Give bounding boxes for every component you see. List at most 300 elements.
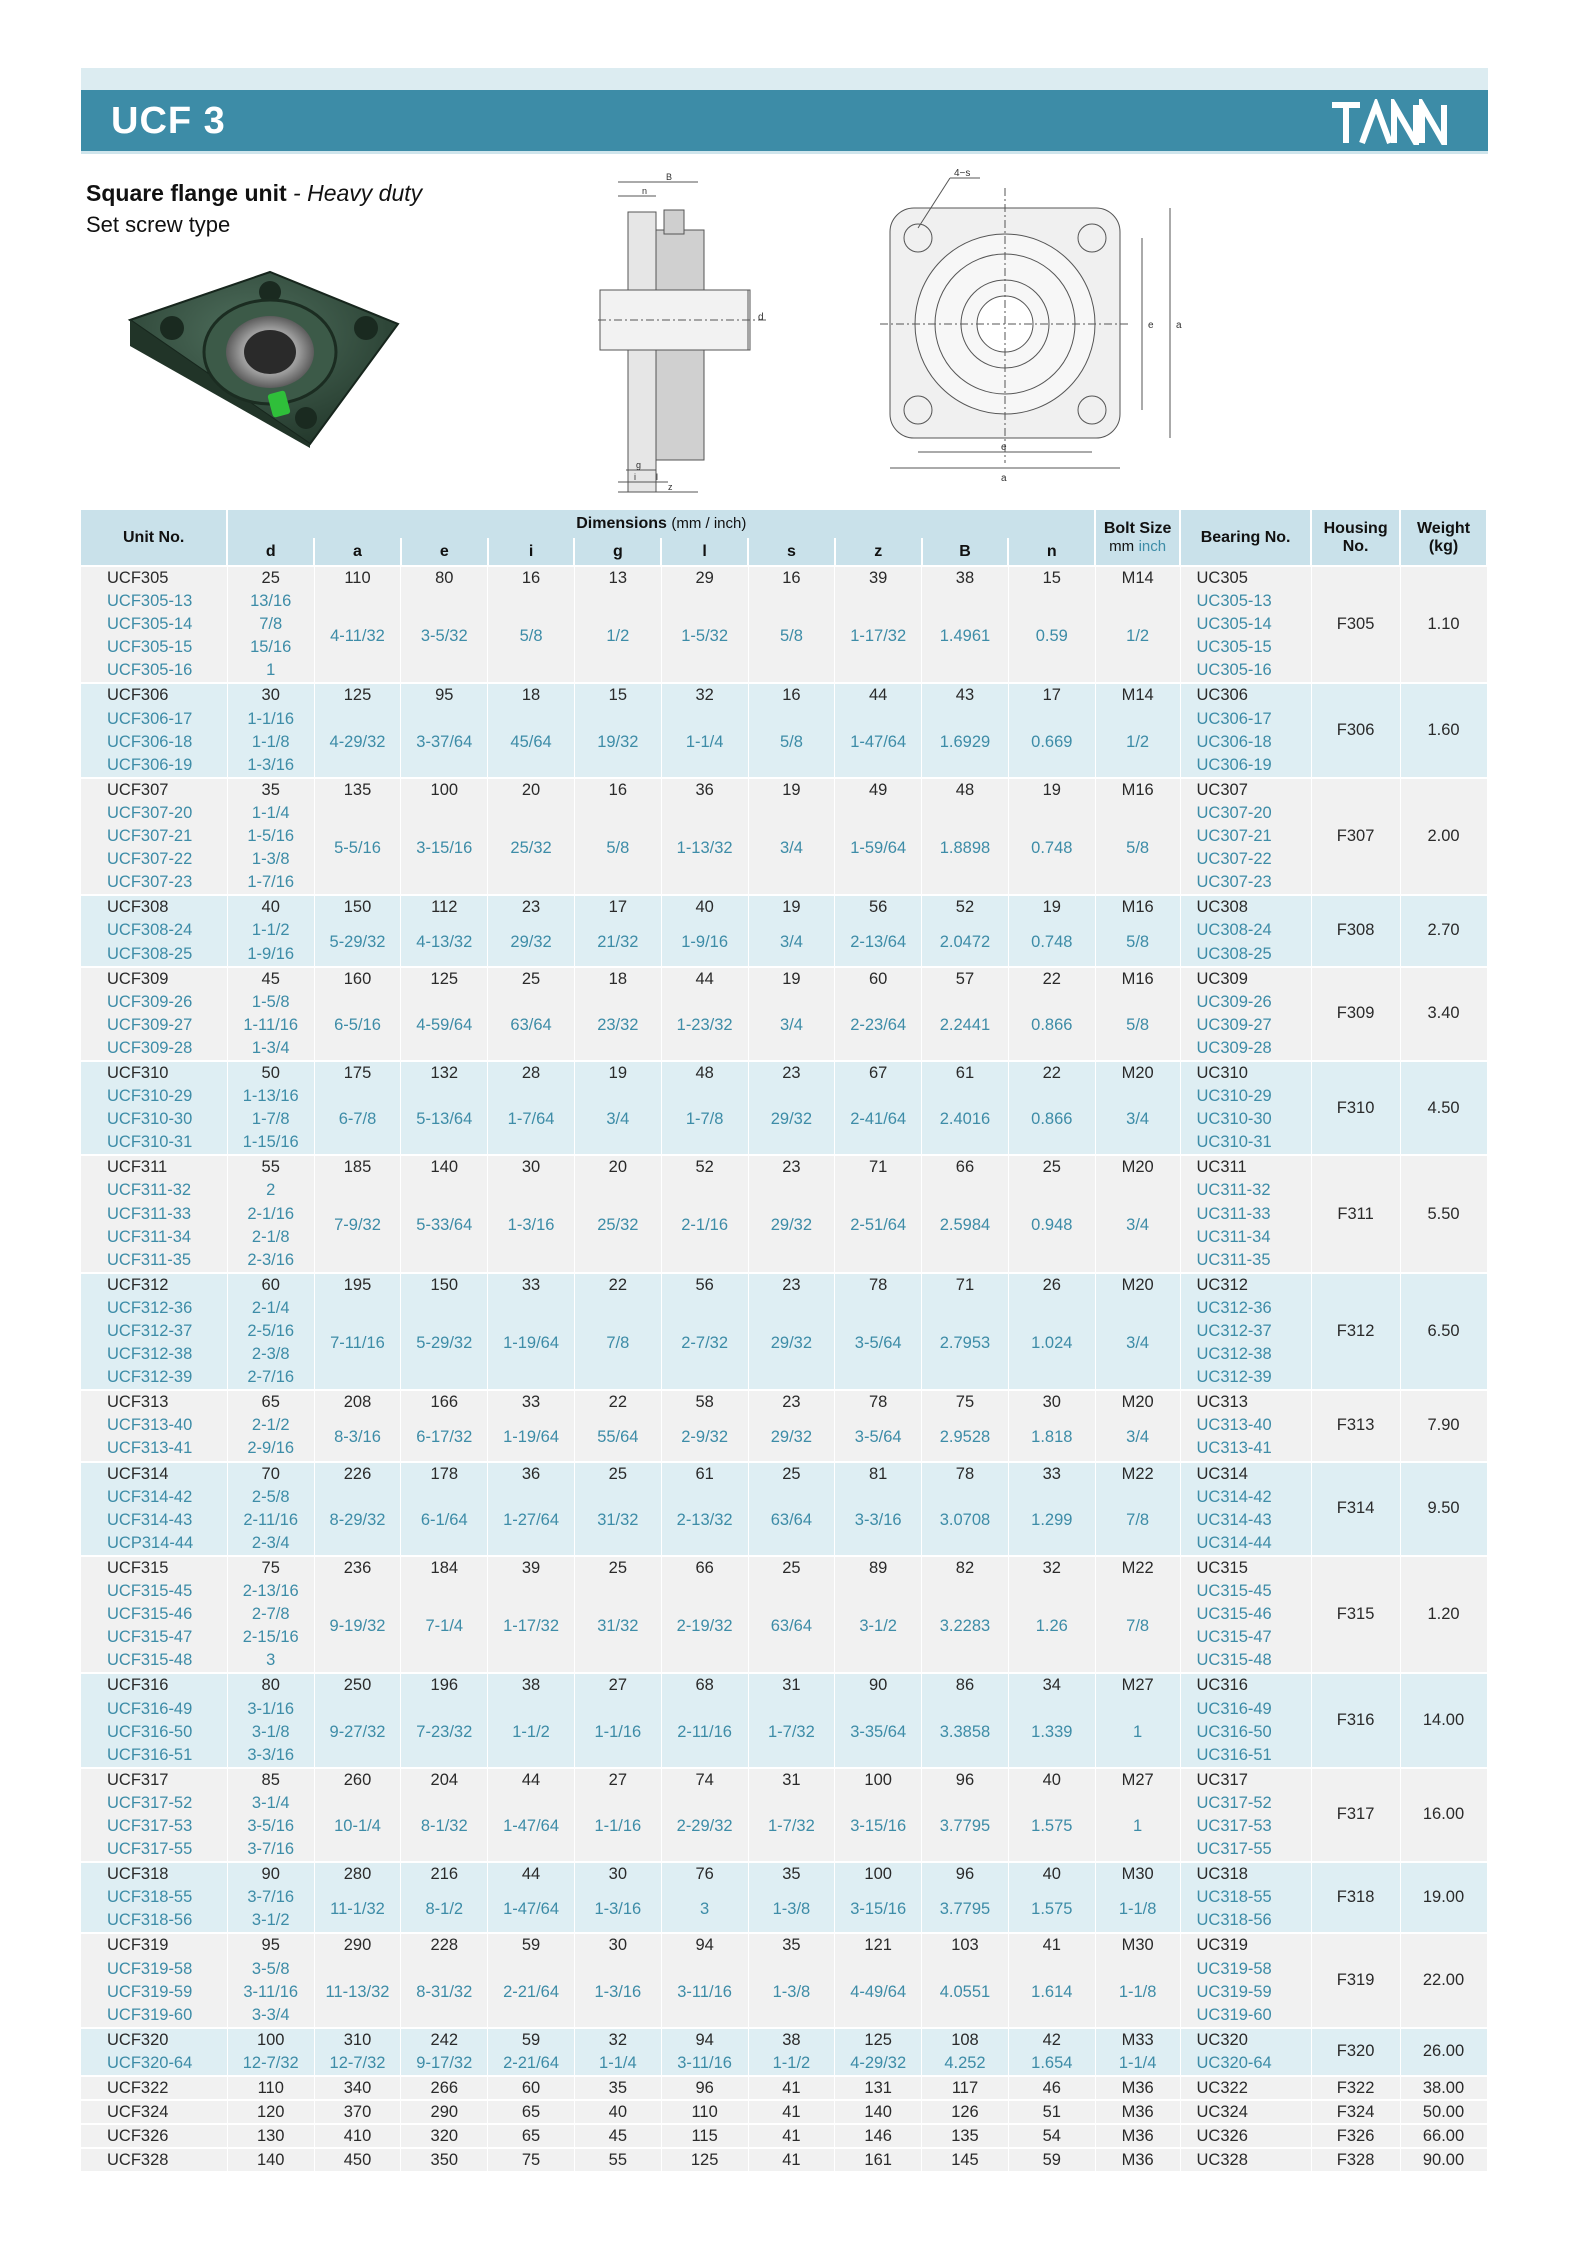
dim-l-cell: 48 xyxy=(661,1061,748,1085)
bolt-mm-cell: M14 xyxy=(1095,683,1180,707)
dim-e-inch-cell: 3-5/32 xyxy=(401,590,488,683)
dim-z-inch-cell: 2-13/64 xyxy=(835,919,922,966)
dim-a-inch-cell: 4-11/32 xyxy=(314,590,401,683)
table-row xyxy=(81,1297,1487,1320)
bearing-no-cell: UC309 xyxy=(1180,967,1311,991)
dim-a-inch-cell: 6-7/8 xyxy=(314,1085,401,1155)
dim-n-cell: 25 xyxy=(1008,1155,1095,1179)
dim-a-inch-cell: 10-1/4 xyxy=(314,1792,401,1862)
unit-no-cell: UCF318-56 xyxy=(81,1909,227,1933)
bearing-no-cell: UC309-27 xyxy=(1180,1014,1311,1037)
unit-no-cell: UCF315-46 xyxy=(81,1603,227,1626)
table-row xyxy=(81,1273,1487,1297)
bolt-inch-cell: 3/4 xyxy=(1095,1085,1180,1155)
dim-s-cell: 25 xyxy=(748,1462,835,1486)
label-a-vertical: a xyxy=(1176,320,1182,331)
dim-d-cell: 75 xyxy=(227,1556,314,1580)
bearing-no-cell: UC310-29 xyxy=(1180,1085,1311,1108)
unit-no-cell: UCF328 xyxy=(81,2148,227,2171)
dim-s-cell: 19 xyxy=(748,967,835,991)
dim-s-cell: 16 xyxy=(748,683,835,707)
unit-no-cell: UCP314-44 xyxy=(81,1532,227,1556)
dim-B-inch-cell: 2.7953 xyxy=(922,1297,1009,1390)
header-weight: Weight (kg) xyxy=(1400,510,1487,566)
table-row xyxy=(81,2076,1487,2100)
bolt-mm-cell: M30 xyxy=(1095,1862,1180,1886)
dim-s-cell: 31 xyxy=(748,1673,835,1697)
unit-no-cell: UCF316 xyxy=(81,1673,227,1697)
bearing-no-cell: UC311-33 xyxy=(1180,1203,1311,1226)
housing-no-cell: F308 xyxy=(1311,895,1400,966)
dim-d-cell: 2-7/16 xyxy=(227,1366,314,1390)
bolt-inch-cell: 1-1/4 xyxy=(1095,2052,1180,2076)
header-bearing-no: Bearing No. xyxy=(1180,510,1311,566)
dim-B-cell: 52 xyxy=(922,895,1009,919)
dim-s-inch-cell: 3/4 xyxy=(748,802,835,895)
dim-z-inch-cell: 1-59/64 xyxy=(835,802,922,895)
dim-a-inch-cell: 11-13/32 xyxy=(314,1958,401,2028)
bolt-inch-cell: 5/8 xyxy=(1095,919,1180,966)
dim-l-cell: 115 xyxy=(661,2124,748,2148)
weight-cell: 4.50 xyxy=(1400,1061,1487,1155)
table-row xyxy=(81,1390,1487,1414)
dim-d-cell: 30 xyxy=(227,683,314,707)
table-row xyxy=(81,778,1487,802)
dim-i-cell: 60 xyxy=(488,2076,575,2100)
dim-l-inch-cell: 2-19/32 xyxy=(661,1580,748,1673)
dim-d-cell: 2-1/16 xyxy=(227,1203,314,1226)
dim-i-inch-cell: 1-47/64 xyxy=(488,1792,575,1862)
dim-z-cell: 140 xyxy=(835,2100,922,2124)
dim-l-cell: 96 xyxy=(661,2076,748,2100)
label-d: d xyxy=(758,312,764,323)
unit-no-cell: UCF316-49 xyxy=(81,1698,227,1721)
dim-d-cell: 110 xyxy=(227,2076,314,2100)
dim-n-cell: 19 xyxy=(1008,895,1095,919)
dim-s-cell: 35 xyxy=(748,1933,835,1957)
dim-n-inch-cell: 1.339 xyxy=(1008,1698,1095,1768)
dim-d-cell: 100 xyxy=(227,2028,314,2052)
dim-n-inch-cell: 0.948 xyxy=(1008,1179,1095,1272)
dim-d-cell: 2-5/8 xyxy=(227,1486,314,1509)
dim-d-cell: 2-3/16 xyxy=(227,1249,314,1273)
bolt-mm-cell: M36 xyxy=(1095,2148,1180,2171)
dim-z-inch-cell: 1-17/32 xyxy=(835,590,922,683)
bolt-inch-cell: 1/2 xyxy=(1095,708,1180,778)
dim-a-inch-cell: 7-9/32 xyxy=(314,1179,401,1272)
dim-d-cell: 1-3/8 xyxy=(227,848,314,871)
dim-l-inch-cell: 3-11/16 xyxy=(661,2052,748,2076)
dim-n-cell: 40 xyxy=(1008,1862,1095,1886)
dim-n-cell: 34 xyxy=(1008,1673,1095,1697)
dim-a-cell: 370 xyxy=(314,2100,401,2124)
weight-cell: 38.00 xyxy=(1400,2076,1487,2100)
dim-n-cell: 19 xyxy=(1008,778,1095,802)
bearing-no-cell: UC308-25 xyxy=(1180,943,1311,967)
dim-g-cell: 22 xyxy=(574,1390,661,1414)
bolt-mm-cell: M16 xyxy=(1095,895,1180,919)
dim-i-cell: 65 xyxy=(488,2100,575,2124)
unit-no-cell: UCF313-40 xyxy=(81,1414,227,1437)
housing-no-cell: F313 xyxy=(1311,1390,1400,1461)
bearing-no-cell: UC305-16 xyxy=(1180,659,1311,683)
dim-n-inch-cell: 0.866 xyxy=(1008,1085,1095,1155)
bearing-no-cell: UC316 xyxy=(1180,1673,1311,1697)
table-row xyxy=(81,1414,1487,1437)
dim-l-cell: 58 xyxy=(661,1390,748,1414)
unit-no-cell: UCF305-16 xyxy=(81,659,227,683)
product-heading xyxy=(86,180,422,207)
dim-i-cell: 39 xyxy=(488,1556,575,1580)
dim-d-cell: 2-11/16 xyxy=(227,1509,314,1532)
dim-a-inch-cell: 5-29/32 xyxy=(314,919,401,966)
dim-g-inch-cell: 1-1/4 xyxy=(574,2052,661,2076)
table-row xyxy=(81,2148,1487,2171)
dim-s-inch-cell: 29/32 xyxy=(748,1085,835,1155)
housing-no-cell: F328 xyxy=(1311,2148,1400,2171)
dim-d-cell: 2 xyxy=(227,1179,314,1202)
header-col-g: g xyxy=(574,538,661,566)
unit-no-cell: UCF318-55 xyxy=(81,1886,227,1909)
dim-d-cell: 80 xyxy=(227,1673,314,1697)
bearing-no-cell: UC324 xyxy=(1180,2100,1311,2124)
dim-l-cell: 56 xyxy=(661,1273,748,1297)
dim-g-cell: 25 xyxy=(574,1462,661,1486)
dim-i-inch-cell: 63/64 xyxy=(488,991,575,1061)
dim-B-cell: 43 xyxy=(922,683,1009,707)
header-bolt-mm: mm xyxy=(1109,538,1135,555)
dim-e-cell: 132 xyxy=(401,1061,488,1085)
table-row xyxy=(81,1179,1487,1202)
dim-i-cell: 38 xyxy=(488,1673,575,1697)
dim-B-cell: 96 xyxy=(922,1862,1009,1886)
dim-g-cell: 17 xyxy=(574,895,661,919)
bolt-inch-cell: 7/8 xyxy=(1095,1580,1180,1673)
weight-cell: 90.00 xyxy=(1400,2148,1487,2171)
dim-l-cell: 40 xyxy=(661,895,748,919)
bolt-mm-cell: M36 xyxy=(1095,2124,1180,2148)
dim-B-inch-cell: 4.252 xyxy=(922,2052,1009,2076)
dim-a-inch-cell: 5-5/16 xyxy=(314,802,401,895)
dim-s-cell: 38 xyxy=(748,2028,835,2052)
dim-d-cell: 2-5/16 xyxy=(227,1320,314,1343)
dim-l-inch-cell: 2-29/32 xyxy=(661,1792,748,1862)
dim-B-cell: 86 xyxy=(922,1673,1009,1697)
dim-l-inch-cell: 2-13/32 xyxy=(661,1486,748,1556)
bearing-no-cell: UC316-51 xyxy=(1180,1744,1311,1768)
bearing-no-cell: UC309-26 xyxy=(1180,991,1311,1014)
dim-z-inch-cell: 3-5/64 xyxy=(835,1414,922,1461)
header-col-a: a xyxy=(314,538,401,566)
dim-e-cell: 242 xyxy=(401,2028,488,2052)
label-n: n xyxy=(642,186,648,196)
dim-s-cell: 16 xyxy=(748,566,835,590)
table-row xyxy=(81,683,1487,707)
bolt-inch-cell: 3/4 xyxy=(1095,1179,1180,1272)
bearing-no-cell: UC314-43 xyxy=(1180,1509,1311,1532)
weight-cell: 5.50 xyxy=(1400,1155,1487,1272)
weight-cell: 7.90 xyxy=(1400,1390,1487,1461)
front-view-drawing xyxy=(880,168,1190,486)
dim-d-cell: 90 xyxy=(227,1862,314,1886)
dim-a-cell: 280 xyxy=(314,1862,401,1886)
dim-s-inch-cell: 1-3/8 xyxy=(748,1958,835,2028)
dim-B-cell: 117 xyxy=(922,2076,1009,2100)
weight-cell: 1.60 xyxy=(1400,683,1487,777)
unit-no-cell: UCF312-36 xyxy=(81,1297,227,1320)
dim-e-cell: 80 xyxy=(401,566,488,590)
label-s: 4−s xyxy=(954,168,971,179)
dim-l-cell: 125 xyxy=(661,2148,748,2171)
table-row xyxy=(81,1556,1487,1580)
table-row xyxy=(81,1958,1487,1981)
unit-no-cell: UCF306 xyxy=(81,683,227,707)
dim-d-cell: 1-1/2 xyxy=(227,919,314,942)
dim-d-cell: 3-5/16 xyxy=(227,1815,314,1838)
dim-s-cell: 23 xyxy=(748,1155,835,1179)
weight-cell: 16.00 xyxy=(1400,1768,1487,1862)
dim-d-cell: 55 xyxy=(227,1155,314,1179)
dim-d-cell: 2-1/4 xyxy=(227,1297,314,1320)
product-photo xyxy=(120,262,420,452)
dim-l-cell: 52 xyxy=(661,1155,748,1179)
dim-a-cell: 150 xyxy=(314,895,401,919)
housing-no-cell: F319 xyxy=(1311,1933,1400,2027)
unit-no-cell: UCF310-31 xyxy=(81,1131,227,1155)
bearing-no-cell: UC326 xyxy=(1180,2124,1311,2148)
label-z: z xyxy=(668,482,673,492)
dim-a-cell: 340 xyxy=(314,2076,401,2100)
housing-no-cell: F312 xyxy=(1311,1273,1400,1390)
table-row xyxy=(81,1698,1487,1721)
dim-n-cell: 26 xyxy=(1008,1273,1095,1297)
weight-cell: 14.00 xyxy=(1400,1673,1487,1767)
bolt-mm-cell: M20 xyxy=(1095,1390,1180,1414)
dim-d-cell: 35 xyxy=(227,778,314,802)
bearing-no-cell: UC319-60 xyxy=(1180,2004,1311,2028)
dim-d-cell: 1-7/16 xyxy=(227,871,314,895)
dim-i-inch-cell: 1-19/64 xyxy=(488,1297,575,1390)
bearing-no-cell: UC305-14 xyxy=(1180,613,1311,636)
dim-n-inch-cell: 1.654 xyxy=(1008,2052,1095,2076)
dim-B-inch-cell: 3.3858 xyxy=(922,1698,1009,1768)
dim-z-cell: 56 xyxy=(835,895,922,919)
dim-s-inch-cell: 1-1/2 xyxy=(748,2052,835,2076)
bearing-no-cell: UC320-64 xyxy=(1180,2052,1311,2076)
dim-l-inch-cell: 1-13/32 xyxy=(661,802,748,895)
dim-a-cell: 310 xyxy=(314,2028,401,2052)
table-row xyxy=(81,1673,1487,1697)
weight-cell: 26.00 xyxy=(1400,2028,1487,2076)
dim-B-inch-cell: 1.6929 xyxy=(922,708,1009,778)
unit-no-cell: UCF311-32 xyxy=(81,1179,227,1202)
dim-s-inch-cell: 63/64 xyxy=(748,1486,835,1556)
table-row xyxy=(81,2124,1487,2148)
bearing-no-cell: UC316-49 xyxy=(1180,1698,1311,1721)
weight-cell: 6.50 xyxy=(1400,1273,1487,1390)
bolt-mm-cell: M27 xyxy=(1095,1768,1180,1792)
bolt-inch-cell: 3/4 xyxy=(1095,1414,1180,1461)
dim-B-inch-cell: 2.4016 xyxy=(922,1085,1009,1155)
dim-g-cell: 22 xyxy=(574,1273,661,1297)
weight-cell: 1.20 xyxy=(1400,1556,1487,1673)
dim-d-cell: 2-7/8 xyxy=(227,1603,314,1626)
dim-n-cell: 51 xyxy=(1008,2100,1095,2124)
dim-s-inch-cell: 3/4 xyxy=(748,919,835,966)
dim-B-cell: 135 xyxy=(922,2124,1009,2148)
dim-z-cell: 161 xyxy=(835,2148,922,2171)
table-row xyxy=(81,1580,1487,1603)
unit-no-cell: UCF312-39 xyxy=(81,1366,227,1390)
dim-a-cell: 160 xyxy=(314,967,401,991)
dim-B-cell: 61 xyxy=(922,1061,1009,1085)
bolt-mm-cell: M22 xyxy=(1095,1556,1180,1580)
bolt-inch-cell: 1 xyxy=(1095,1792,1180,1862)
dim-e-inch-cell: 7-1/4 xyxy=(401,1580,488,1673)
dim-B-inch-cell: 3.7795 xyxy=(922,1792,1009,1862)
unit-no-cell: UCF307-22 xyxy=(81,848,227,871)
dim-g-inch-cell: 3/4 xyxy=(574,1085,661,1155)
dim-d-cell: 1-15/16 xyxy=(227,1131,314,1155)
simple-rows xyxy=(81,2076,1487,2171)
unit-no-cell: UCF306-18 xyxy=(81,731,227,754)
dim-e-inch-cell: 6-1/64 xyxy=(401,1486,488,1556)
bearing-no-cell: UC317-55 xyxy=(1180,1838,1311,1862)
bearing-no-cell: UC318-56 xyxy=(1180,1909,1311,1933)
dim-B-inch-cell: 3.2283 xyxy=(922,1580,1009,1673)
dim-l-cell: 94 xyxy=(661,1933,748,1957)
dim-n-inch-cell: 0.748 xyxy=(1008,802,1095,895)
dim-z-cell: 131 xyxy=(835,2076,922,2100)
bearing-no-cell: UC315-47 xyxy=(1180,1626,1311,1649)
dim-s-inch-cell: 63/64 xyxy=(748,1580,835,1673)
header-col-l: l xyxy=(661,538,748,566)
table-row xyxy=(81,2052,1487,2076)
dim-i-cell: 59 xyxy=(488,1933,575,1957)
bearing-no-cell: UC307-23 xyxy=(1180,871,1311,895)
dim-d-cell: 1-11/16 xyxy=(227,1014,314,1037)
unit-no-cell: UCF305-13 xyxy=(81,590,227,613)
dim-s-cell: 41 xyxy=(748,2124,835,2148)
dim-e-inch-cell: 5-33/64 xyxy=(401,1179,488,1272)
table-row xyxy=(81,1933,1487,1957)
dim-i-cell: 59 xyxy=(488,2028,575,2052)
dim-d-cell: 3-1/8 xyxy=(227,1721,314,1744)
dim-a-inch-cell: 8-3/16 xyxy=(314,1414,401,1461)
dim-z-inch-cell: 2-51/64 xyxy=(835,1179,922,1272)
dim-z-inch-cell: 3-1/2 xyxy=(835,1580,922,1673)
bolt-mm-cell: M20 xyxy=(1095,1273,1180,1297)
dim-g-inch-cell: 23/32 xyxy=(574,991,661,1061)
weight-cell: 2.70 xyxy=(1400,895,1487,966)
dim-l-cell: 74 xyxy=(661,1768,748,1792)
dim-e-cell: 184 xyxy=(401,1556,488,1580)
dim-g-cell: 19 xyxy=(574,1061,661,1085)
bearing-no-cell: UC307 xyxy=(1180,778,1311,802)
table-row xyxy=(81,1061,1487,1085)
bearing-no-cell: UC306-18 xyxy=(1180,731,1311,754)
housing-no-cell: F317 xyxy=(1311,1768,1400,1862)
dim-d-cell: 40 xyxy=(227,895,314,919)
bearing-no-cell: UC312-37 xyxy=(1180,1320,1311,1343)
page-title: UCF 3 xyxy=(111,100,226,142)
table-row xyxy=(81,895,1487,919)
dim-i-inch-cell: 1-27/64 xyxy=(488,1486,575,1556)
dim-i-cell: 36 xyxy=(488,1462,575,1486)
dim-e-inch-cell: 7-23/32 xyxy=(401,1698,488,1768)
dim-d-cell: 2-15/16 xyxy=(227,1626,314,1649)
dim-z-inch-cell: 4-49/64 xyxy=(835,1958,922,2028)
dim-d-cell: 1-13/16 xyxy=(227,1085,314,1108)
bearing-no-cell: UC306 xyxy=(1180,683,1311,707)
dim-d-cell: 25 xyxy=(227,566,314,590)
dim-e-cell: 125 xyxy=(401,967,488,991)
dim-l-cell: 94 xyxy=(661,2028,748,2052)
dim-z-inch-cell: 2-23/64 xyxy=(835,991,922,1061)
dim-l-inch-cell: 2-11/16 xyxy=(661,1698,748,1768)
label-B: B xyxy=(666,172,673,182)
dim-n-inch-cell: 1.575 xyxy=(1008,1792,1095,1862)
dim-d-cell: 1 xyxy=(227,659,314,683)
housing-no-cell: F307 xyxy=(1311,778,1400,895)
unit-no-cell: UCF317-52 xyxy=(81,1792,227,1815)
dim-n-cell: 41 xyxy=(1008,1933,1095,1957)
label-e-vertical: e xyxy=(1148,320,1154,331)
dim-s-cell: 19 xyxy=(748,778,835,802)
dim-i-cell: 20 xyxy=(488,778,575,802)
dim-z-cell: 146 xyxy=(835,2124,922,2148)
bearing-no-cell: UC312-36 xyxy=(1180,1297,1311,1320)
dim-e-inch-cell: 5-13/64 xyxy=(401,1085,488,1155)
dim-e-inch-cell: 5-29/32 xyxy=(401,1297,488,1390)
dim-i-cell: 75 xyxy=(488,2148,575,2171)
dim-d-cell: 2-13/16 xyxy=(227,1580,314,1603)
label-i: i xyxy=(634,472,636,482)
header-banner xyxy=(81,90,1488,154)
dim-l-cell: 68 xyxy=(661,1673,748,1697)
bearing-no-cell: UC313-41 xyxy=(1180,1437,1311,1461)
header-unit-no: Unit No. xyxy=(81,510,227,566)
header-col-B: B xyxy=(922,538,1009,566)
unit-no-cell: UCF314-42 xyxy=(81,1486,227,1509)
dim-l-inch-cell: 1-9/16 xyxy=(661,919,748,966)
bearing-no-cell: UC322 xyxy=(1180,2076,1311,2100)
dim-a-inch-cell: 11-1/32 xyxy=(314,1886,401,1933)
housing-no-cell: F306 xyxy=(1311,683,1400,777)
dim-n-cell: 30 xyxy=(1008,1390,1095,1414)
dim-g-inch-cell: 5/8 xyxy=(574,802,661,895)
bolt-inch-cell: 1/2 xyxy=(1095,590,1180,683)
dim-e-cell: 112 xyxy=(401,895,488,919)
dim-g-cell: 30 xyxy=(574,1862,661,1886)
dim-i-cell: 33 xyxy=(488,1390,575,1414)
dim-s-cell: 23 xyxy=(748,1390,835,1414)
unit-no-cell: UCF317-55 xyxy=(81,1838,227,1862)
unit-no-cell: UCF312-37 xyxy=(81,1320,227,1343)
dim-l-cell: 29 xyxy=(661,566,748,590)
unit-no-cell: UCF313-41 xyxy=(81,1437,227,1461)
bolt-inch-cell: 3/4 xyxy=(1095,1297,1180,1390)
bolt-inch-cell: 1 xyxy=(1095,1698,1180,1768)
dim-e-inch-cell: 3-15/16 xyxy=(401,802,488,895)
unit-no-cell: UCF311-33 xyxy=(81,1203,227,1226)
dim-n-cell: 22 xyxy=(1008,1061,1095,1085)
dim-d-cell: 3-7/16 xyxy=(227,1838,314,1862)
unit-no-cell: UCF310 xyxy=(81,1061,227,1085)
dim-i-inch-cell: 1-47/64 xyxy=(488,1886,575,1933)
dim-i-inch-cell: 1-17/32 xyxy=(488,1580,575,1673)
dim-z-inch-cell: 3-5/64 xyxy=(835,1297,922,1390)
